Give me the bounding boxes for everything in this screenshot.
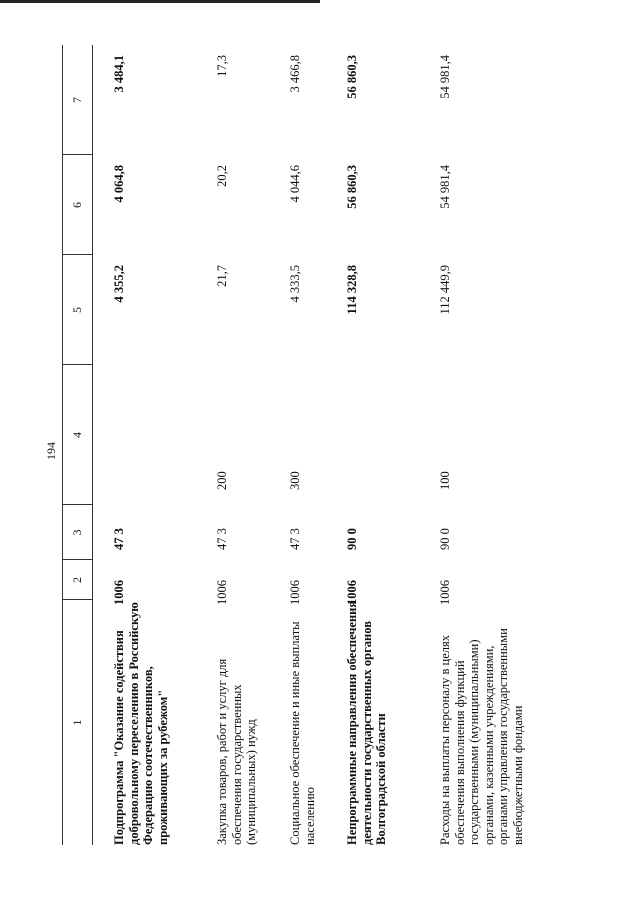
row-1-c3: 47 3	[112, 528, 126, 550]
header-col-5: 5	[70, 307, 84, 313]
row-2-c6: 20,2	[215, 165, 229, 187]
row-5-name: Расходы на выплаты персоналу в целях обеспечения выполнения функций государственными (муниципальными) органами, казенными учреждениями, органами управления государственными внебюджетными фондами	[438, 628, 525, 845]
row-2-c5: 21,7	[215, 265, 229, 287]
row-2-c7: 17,3	[215, 55, 229, 77]
row-3-c3: 47 3	[288, 528, 302, 550]
row-4-name: Непрограммные направления обеспечения деятельности государственных органов Волгоградской области	[345, 600, 388, 845]
row-1-c5: 4 355,2	[112, 265, 126, 303]
row-5-c4: 100	[438, 471, 452, 490]
row-1-c6: 4 064,8	[112, 165, 126, 203]
row-5-c2: 1006	[438, 580, 452, 605]
page-number: 194	[44, 442, 58, 460]
row-2-c3: 47 3	[215, 528, 229, 550]
row-5-c6: 54 981,4	[438, 165, 452, 209]
row-2-c2: 1006	[215, 580, 229, 605]
row-3-name: Социальное обеспечение и иные выплаты населению	[288, 621, 317, 845]
row-3-c2: 1006	[288, 580, 302, 605]
header-col-7: 7	[70, 97, 84, 103]
row-5-c5: 112 449,9	[438, 265, 452, 315]
row-4-c7: 56 860,3	[345, 55, 359, 99]
row-4-c5: 114 328,8	[345, 265, 359, 315]
header-col-6: 6	[70, 202, 84, 208]
row-4-c6: 56 860,3	[345, 165, 359, 209]
row-2-name: Закупка товаров, работ и услуг для обеспечения государственных (муниципальных) нужд	[215, 658, 258, 845]
row-3-c7: 3 466,8	[288, 55, 302, 93]
row-1-c2: 1006	[112, 580, 126, 605]
row-5-c3: 90 0	[438, 528, 452, 550]
table-top-border	[62, 45, 63, 845]
row-5-c7: 54 981,4	[438, 55, 452, 99]
header-col-3: 3	[70, 529, 84, 536]
row-1-c7: 3 484,1	[112, 55, 126, 93]
row-3-c5: 4 333,5	[288, 265, 302, 303]
row-4-c2: 1006	[345, 580, 359, 605]
row-4-c3: 90 0	[345, 528, 359, 550]
header-col-4: 4	[70, 432, 84, 438]
row-1-name: Подпрограмма "Оказание содействия добровольному переселению в Российскую Федерацию соотечественников, проживающих за рубежом"	[112, 602, 170, 845]
header-col-2: 2	[70, 577, 84, 583]
row-3-c6: 4 044,6	[288, 165, 302, 203]
row-2-c4: 200	[215, 471, 229, 490]
header-col-1: 1	[70, 719, 84, 726]
row-3-c4: 300	[288, 471, 302, 490]
header-bottom-border	[92, 45, 93, 845]
